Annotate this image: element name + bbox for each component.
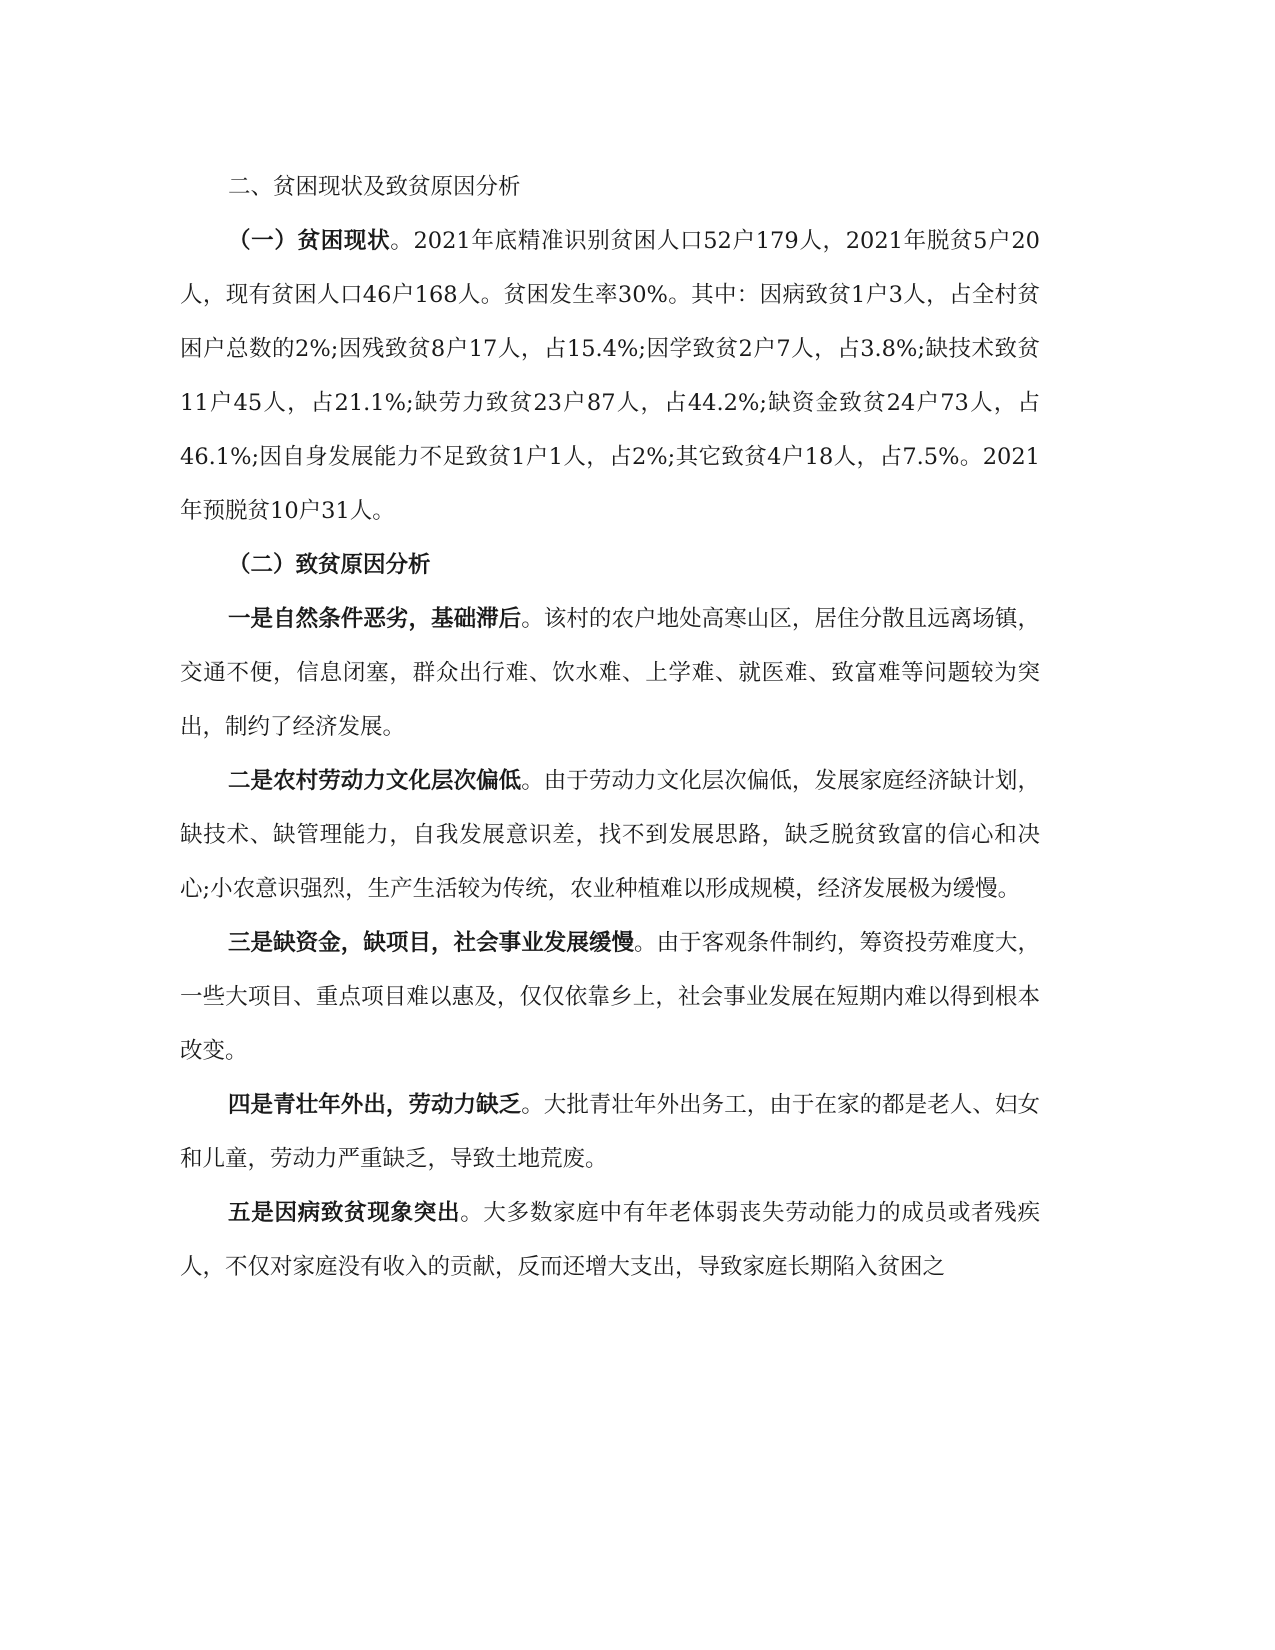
reason-text: 。由于客观条件制约，筹资投劳难度大，一些大项目、重点项目难以惠及，仅仅依靠乡上，社会事业发展在短期内难以得到根本改变。 (180, 930, 1040, 1064)
document-page (180, 160, 1040, 1294)
section-heading: 二、贫困现状及致贫原因分析 (228, 174, 521, 200)
paragraph-poverty-status (180, 214, 1040, 538)
subheading-cause-analysis: （二）致贫原因分析 (228, 552, 431, 578)
reason-text: 。大批青壮年外出务工，由于在家的都是老人、妇女和儿童，劳动力严重缺乏，导致土地荒废。 (180, 1092, 1040, 1172)
reason-lead: 一是自然条件恶劣，基础滞后 (228, 606, 522, 632)
reason-lead: 二是农村劳动力文化层次偏低 (228, 768, 522, 794)
reason-lead: 四是青壮年外出，劳动力缺乏 (228, 1092, 522, 1118)
reason-text: 。由于劳动力文化层次偏低，发展家庭经济缺计划，缺技术、缺管理能力，自我发展意识差，找不到发展思路，缺乏脱贫致富的信心和决心;小农意识强烈，生产生活较为传统，农业种植难以形成规模，经济发展极为缓慢。 (180, 768, 1040, 902)
reason-lead: 三是缺资金，缺项目，社会事业发展缓慢 (228, 930, 635, 956)
reason-text: 。该村的农户地处高寒山区，居住分散且远离场镇，交通不便，信息闭塞，群众出行难、饮水难、上学难、就医难、致富难等问题较为突出，制约了经济发展。 (180, 606, 1040, 740)
paragraph-text: 。2021年底精准识别贫困人口52户179人，2021年脱贫5户20人，现有贫困人口46户168人。贫困发生率30%。其中：因病致贫1户3人，占全村贫困户总数的2%;因残致贫8户17人，占15.4%;因学致贫2户7人，占3.8%;缺技术致贫11户45人，占21.1%;缺劳力致贫23户87人，占44.2%;缺资金致贫24户73人，占46.1%;因自身发展能力不足致贫1户1人，占2%;其它致贫4户18人，占7.5%。2021年预脱贫10户31人。 (180, 228, 1040, 524)
reason-paragraph-4 (180, 1078, 1040, 1186)
reason-paragraph-3 (180, 916, 1040, 1078)
reason-lead: 五是因病致贫现象突出 (228, 1200, 461, 1226)
paragraph-lead: （一）贫困现状 (228, 228, 391, 254)
reason-paragraph-2 (180, 754, 1040, 916)
reason-paragraph-1 (180, 592, 1040, 754)
reason-text: 。大多数家庭中有年老体弱丧失劳动能力的成员或者残疾人，不仅对家庭没有收入的贡献，反而还增大支出，导致家庭长期陷入贫困之 (180, 1200, 1040, 1280)
reason-paragraph-5 (180, 1186, 1040, 1294)
